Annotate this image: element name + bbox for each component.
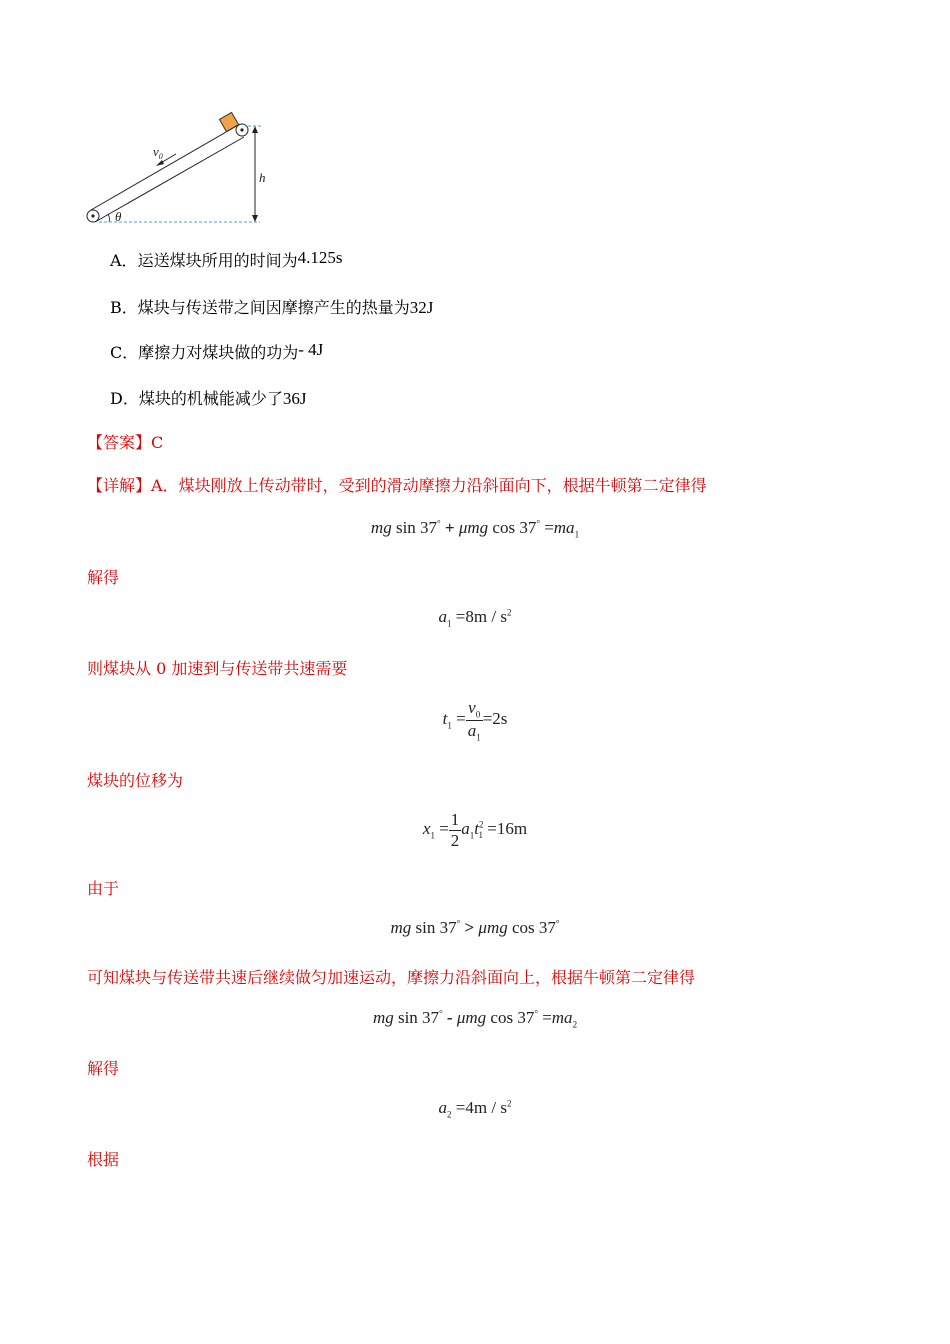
option-letter: D． xyxy=(110,389,139,408)
answer-value: C xyxy=(151,433,164,452)
option-text: 运送煤块所用的时间为 xyxy=(137,251,298,270)
equation-x1: $x_1$ = $\frac{1}{2}$ $a_1t^2_1 =16m$ xyxy=(422,810,528,850)
conveyor-diagram xyxy=(82,110,282,230)
option-text: 摩擦力对煤块做的功为 xyxy=(138,343,299,362)
theta-label: θ xyxy=(115,209,122,224)
option-value: 36J xyxy=(282,389,307,408)
v0-label: $v_0$ xyxy=(153,144,163,161)
option-d xyxy=(110,386,306,409)
option-value: - 4J xyxy=(298,340,324,359)
answer-line xyxy=(87,430,163,453)
equation-inequality: mg sin 37° > μmg cos 37° xyxy=(390,918,560,937)
option-letter: C． xyxy=(110,343,139,362)
detail-label: 【详解】 xyxy=(87,476,152,495)
equation-a1: $a_1 =8m / s^2$ xyxy=(438,607,512,629)
option-text: 煤块与传送带之间因摩擦产生的热量为 xyxy=(137,298,410,317)
option-value: 4.125s xyxy=(297,248,343,267)
label-solve-1: 解得 xyxy=(87,568,120,587)
label-because: 由于 xyxy=(87,879,120,898)
equation-a2: $a_2 =4m / s^2$ xyxy=(438,1098,512,1120)
equation-newton-2: mg sin 37° - μmg $\cos 37^\circ =ma_2$ xyxy=(372,1008,578,1030)
label-according: 根据 xyxy=(87,1150,120,1169)
angle-arc xyxy=(108,214,109,222)
detail-line xyxy=(87,473,707,496)
h-label: h xyxy=(259,170,266,185)
label-continue: 可知煤块与传送带共速后继续做匀加速运动，摩擦力沿斜面向上，根据牛顿第二定律得 xyxy=(87,968,696,987)
option-a xyxy=(110,248,342,271)
answer-label: 【答案】 xyxy=(87,433,152,452)
label-displacement: 煤块的位移为 xyxy=(87,771,184,790)
label-accel-time: 则煤块从 0 加速到与传送带共速需要 xyxy=(87,659,348,678)
option-letter: A． xyxy=(110,251,138,270)
equation-newton-1: mg sin 37° + μmg $\cos 37^\circ =ma_1$ xyxy=(370,518,580,540)
option-letter: B． xyxy=(110,298,138,317)
option-c xyxy=(110,340,323,363)
detail-intro: A．煤块刚放上传动带时，受到的滑动摩擦力沿斜面向下，根据牛顿第二定律得 xyxy=(151,476,707,495)
option-text: 煤块的机械能减少了 xyxy=(138,389,283,408)
option-b xyxy=(110,295,433,318)
option-value: 32J xyxy=(409,298,434,317)
equation-t1: $t_1$ = $\frac{v_0}{a_1}$ =2s xyxy=(442,698,508,743)
belt-top-line xyxy=(91,124,240,210)
label-solve-2: 解得 xyxy=(87,1059,120,1078)
